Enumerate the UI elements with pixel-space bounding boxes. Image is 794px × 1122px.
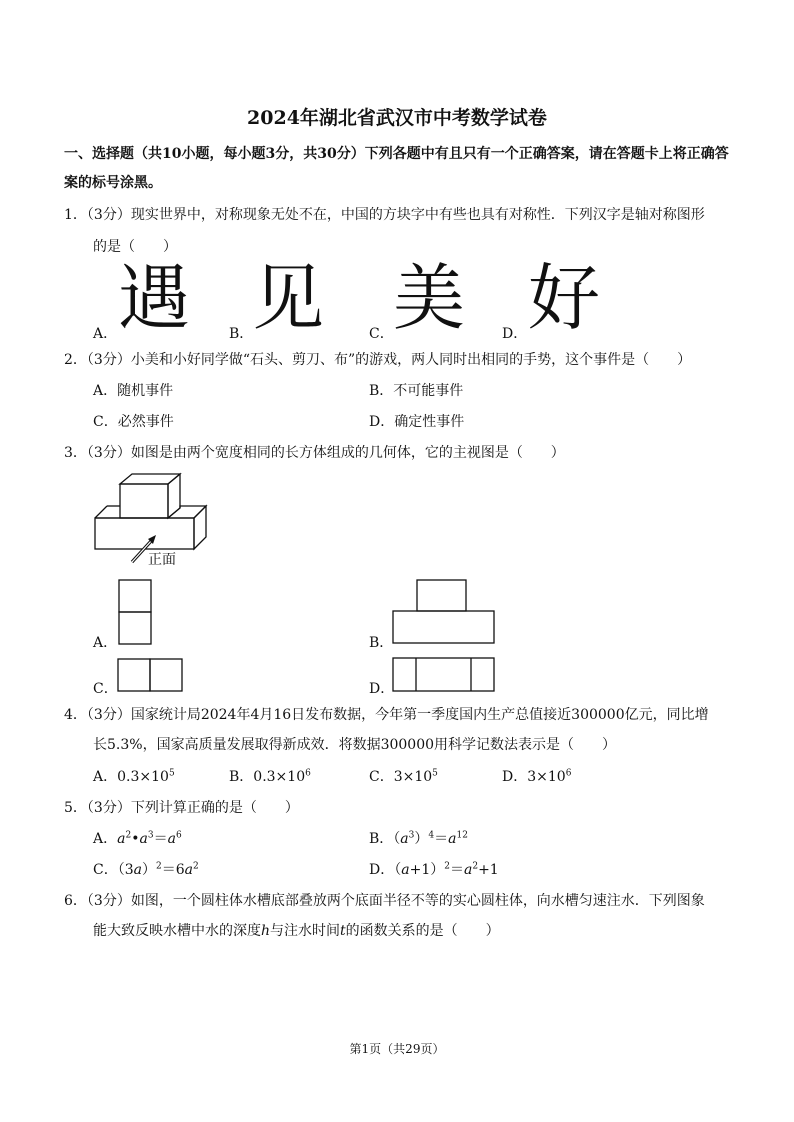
q1-option-d-label[interactable]: D． xyxy=(502,326,528,342)
q5-option-c[interactable]: C．$(3a)^2=6a^2$ xyxy=(93,861,199,878)
q5-option-b[interactable]: B．$(a^3)^4=a^{12}$ xyxy=(369,830,468,847)
q1-stem-line2: 的是（ ） xyxy=(93,239,177,255)
q1-option-d-char: 好 xyxy=(528,256,601,340)
q5-option-d[interactable]: D．$(a+1)^2=a^2+1$ xyxy=(369,861,499,878)
q4-option-d[interactable]: D．$3\times 10^6$ xyxy=(502,768,572,785)
q6-stem-line1: 6．（3分）如图，一个圆柱体水槽底部叠放两个底面半径不等的实心圆柱体，向水槽匀速注水．下列图象 xyxy=(64,893,705,909)
section-heading: 一、选择题（共10小题，每小题3分，共30分）下列各题中有且只有一个正确答案，请在答题卡上将正确答案的标号涂黑。 xyxy=(64,146,729,191)
q1-option-c-label[interactable]: C． xyxy=(369,326,394,342)
page-title: 2024年湖北省武汉市中考数学试卷 xyxy=(247,107,547,129)
q4-option-a[interactable]: A．$0.3\times 10^5$ xyxy=(93,768,175,785)
q1-option-b-char: 见 xyxy=(252,256,325,340)
q3-figure-label: 正面 xyxy=(148,552,176,568)
page-footer: 第1页（共29页） xyxy=(349,1042,445,1056)
q4-option-c[interactable]: C．$3\times 10^5$ xyxy=(369,768,438,785)
q4-stem-line2: 长5.3%，国家高质量发展取得新成效．将数据300000用科学记数法表示是（ ） xyxy=(93,737,617,753)
q6-stem-line2: 能大致反映水槽中水的深度h与注水时间t的函数关系的是（ ） xyxy=(93,923,500,939)
q1-option-c-char: 美 xyxy=(393,256,466,340)
q2-option-b[interactable]: B．不可能事件 xyxy=(369,383,464,399)
q3-option-b-label[interactable]: B． xyxy=(369,635,394,651)
q2-stem: 2．（3分）小美和小好同学做“石头、剪刀、布”的游戏，两人同时出相同的手势，这个事件是（ ） xyxy=(64,352,692,368)
q1-option-a-label[interactable]: A． xyxy=(93,326,118,342)
q3-option-d-label[interactable]: D． xyxy=(369,681,395,697)
q4-option-b[interactable]: B．$0.3\times 10^6$ xyxy=(229,768,311,785)
q3-option-a-label[interactable]: A． xyxy=(93,635,118,651)
q1-option-a-char: 遇 xyxy=(118,256,191,340)
q2-option-c[interactable]: C．必然事件 xyxy=(93,414,174,430)
q1-option-b-label[interactable]: B． xyxy=(229,326,254,342)
q3-option-c-label[interactable]: C． xyxy=(93,681,118,697)
q2-option-d[interactable]: D．确定性事件 xyxy=(369,414,465,430)
q2-option-a[interactable]: A．随机事件 xyxy=(93,383,174,399)
q5-option-a[interactable]: A．$a^2•a^3=a^6$ xyxy=(93,830,182,847)
q5-stem: 5．（3分）下列计算正确的是（ ） xyxy=(64,800,299,816)
q4-stem-line1: 4．（3分）国家统计局2024年4月16日发布数据，今年第一季度国内生产总值接近300000亿元，同比增 xyxy=(64,707,709,723)
q3-stem: 3．（3分）如图是由两个宽度相同的长方体组成的几何体，它的主视图是（ ） xyxy=(64,445,565,461)
q1-stem-line1: 1．（3分）现实世界中，对称现象无处不在，中国的方块字中有些也具有对称性．下列汉字是轴对称图形 xyxy=(64,207,705,223)
